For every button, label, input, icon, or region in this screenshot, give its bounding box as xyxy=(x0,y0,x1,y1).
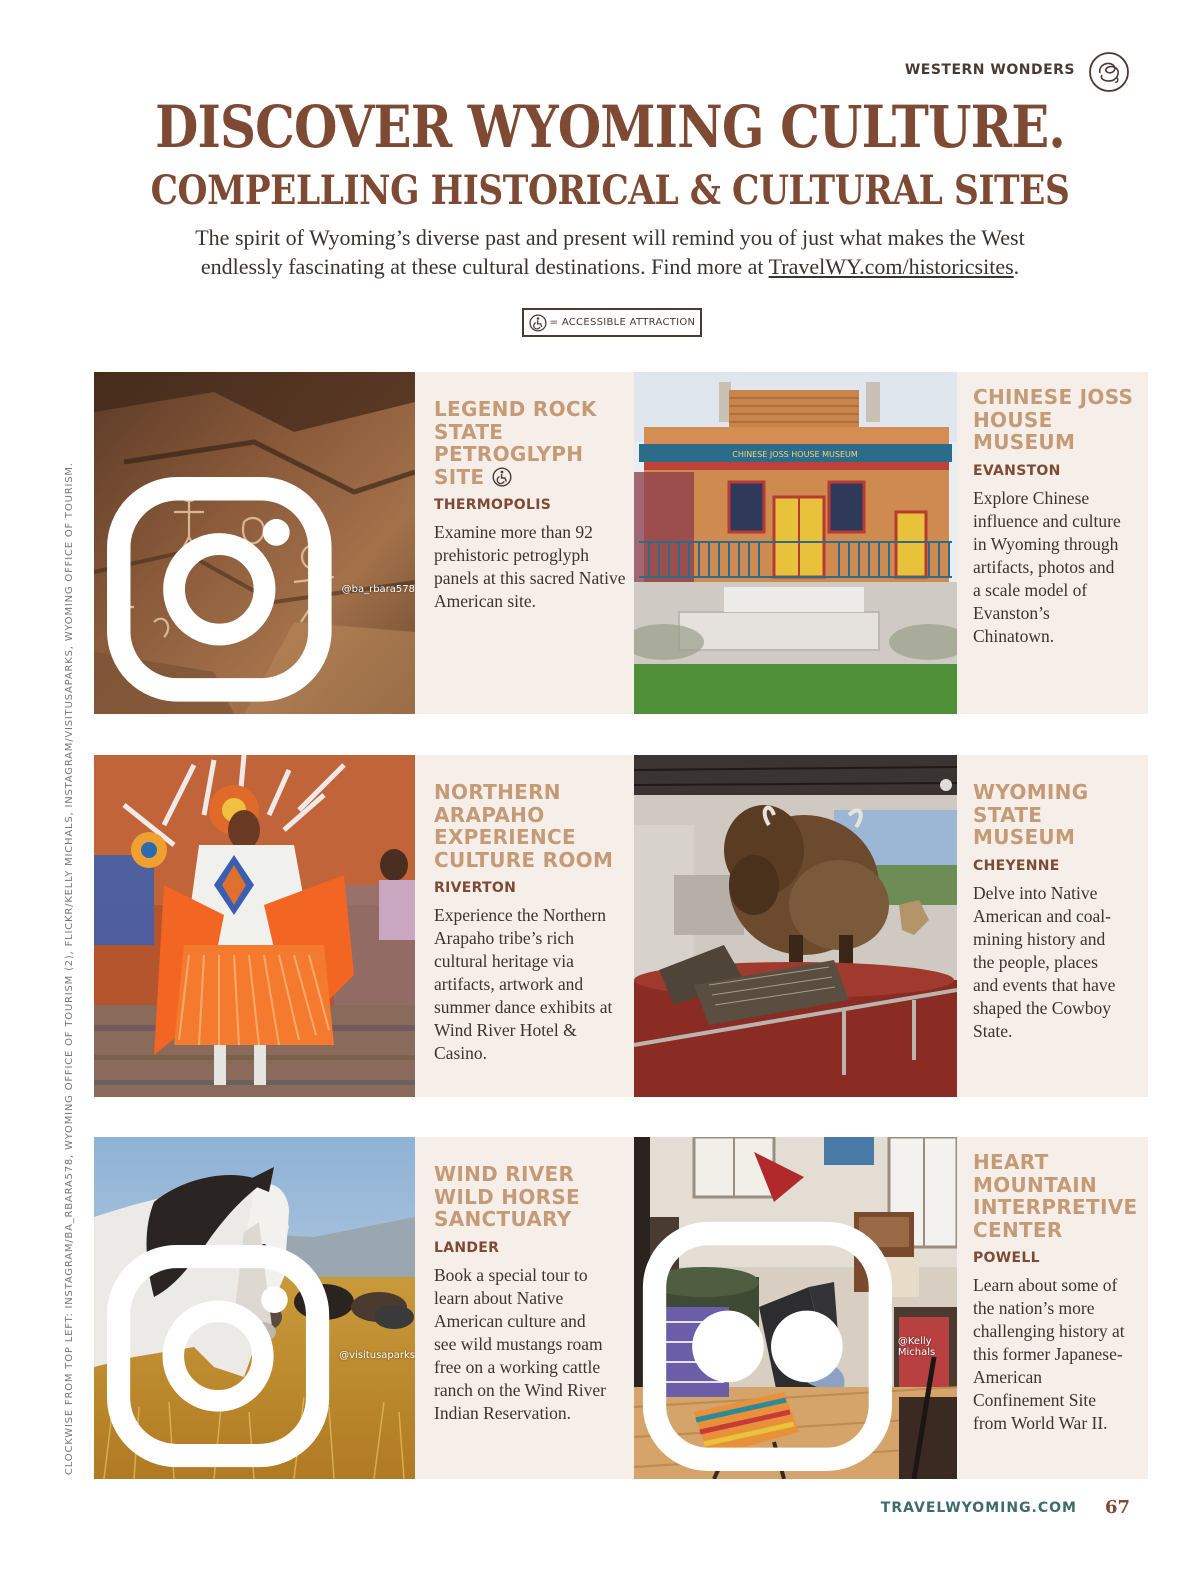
flickr-icon xyxy=(642,1221,893,1472)
page-title: DISCOVER WYOMING CULTURE. xyxy=(155,93,1065,161)
photo-credit xyxy=(102,1240,415,1472)
site-info xyxy=(973,1151,1148,1435)
accessible-legend-label: = ACCESSIBLE ATTRACTION xyxy=(549,317,696,328)
site-town: EVANSTON xyxy=(973,462,1061,479)
site-description: Book a special tour to learn about Native American culture and see wild mustangs roam free on a working cattle ranch on the Wind River Indian Reservation. xyxy=(434,1264,606,1423)
lasso-emblem-icon xyxy=(1088,51,1130,93)
section-tag: WESTERN WONDERS xyxy=(904,62,1075,78)
site-photo-petroglyphs xyxy=(94,372,415,714)
photo-credit-handle: @visitusaparks xyxy=(339,1350,415,1362)
site-photo-barracks xyxy=(634,1137,957,1479)
site-name: CHINESE JOSS HOUSE MUSEUM xyxy=(973,385,1134,454)
site-info xyxy=(973,781,1143,1043)
photo-credit-handle: @Kelly Michals xyxy=(897,1335,936,1358)
site-card-legend-rock xyxy=(94,372,634,714)
photo-credit xyxy=(102,472,415,707)
intro-paragraph xyxy=(160,223,1060,281)
site-description: Delve into Native American and coal-mining history and the people, places and events that have shaped the Cowboy State. xyxy=(973,882,1116,1041)
instagram-icon xyxy=(102,1240,334,1472)
instagram-icon xyxy=(102,472,337,707)
site-card-heart-mountain xyxy=(634,1137,1148,1479)
site-town: POWELL xyxy=(973,1250,1040,1266)
site-photo-horse xyxy=(94,1137,415,1479)
site-info xyxy=(434,1163,629,1425)
intro-end: . xyxy=(1013,254,1020,279)
site-photo-bison xyxy=(634,755,957,1097)
site-description: Experience the Northern Arapaho tribe’s rich cultural heritage via artifacts, artwork and summer dance exhibits at Wind River Hotel & Casino. xyxy=(434,905,613,1063)
page-subtitle: COMPELLING HISTORICAL & CULTURAL SITES xyxy=(150,167,1070,214)
site-name: WYOMING STATE MUSEUM xyxy=(973,780,1089,849)
page-number: 67 xyxy=(1104,1497,1130,1518)
site-description: Explore Chinese influence and culture in Wyoming through artifacts, photos and a scale model of Evanston’s Chinatown. xyxy=(973,487,1121,646)
site-description: Learn about some of the nation’s more challenging history at this former Japanese-American Confinement Site from World War II. xyxy=(973,1275,1125,1433)
site-card-state-museum xyxy=(634,755,1148,1097)
intro-text: The spirit of Wyoming’s diverse past and present will remind you of just what makes the West endlessly fascinating at these cultural destinations. Find more at xyxy=(195,225,1025,279)
site-town: RIVERTON xyxy=(434,880,517,896)
accessible-legend xyxy=(522,308,702,337)
site-name xyxy=(434,398,629,488)
site-town: CHEYENNE xyxy=(973,857,1060,874)
site-photo-dancer xyxy=(94,755,415,1097)
museum-sign: CHINESE JOSS HOUSE MUSEUM xyxy=(732,450,858,459)
accessible-icon xyxy=(492,467,512,487)
site-photo-joss-house xyxy=(634,372,957,714)
site-info xyxy=(973,386,1143,648)
photo-credit-handle: @ba_rbara578 xyxy=(341,584,415,596)
historic-sites-link[interactable]: TravelWY.com/historicsites xyxy=(768,254,1014,279)
site-town: THERMOPOLIS xyxy=(434,497,552,513)
photo-credits: CLOCKWISE FROM TOP LEFT: INSTAGRAM/BA_RBARA578, WYOMING OFFICE OF TOURISM (2), FLICKR/KELLY MICHALS, INSTAGRAM/VISITUSAPARKS, WYOMING OFFICE OF TOURISM. xyxy=(64,462,75,1475)
site-info xyxy=(434,781,629,1065)
site-name: WIND RIVER WILD HORSE SANCTUARY xyxy=(434,1162,581,1231)
site-name: NORTHERN ARAPAHO EXPERIENCE CULTURE ROOM xyxy=(434,780,614,872)
site-name: HEART MOUNTAIN INTERPRETIVE CENTER xyxy=(973,1150,1138,1242)
accessible-icon xyxy=(529,314,547,332)
site-card-joss-house xyxy=(634,372,1148,714)
site-card-northern-arapaho xyxy=(94,755,634,1097)
site-description: Examine more than 92 prehistoric petroglyph panels at this sacred Native American site. xyxy=(434,522,626,611)
site-town: LANDER xyxy=(434,1239,500,1256)
site-info xyxy=(434,398,629,613)
footer-url[interactable]: TRAVELWYOMING.COM xyxy=(880,1500,1077,1516)
photo-credit xyxy=(642,1221,957,1472)
site-card-wild-horse xyxy=(94,1137,634,1479)
site-name-text: LEGEND ROCK STATE PETROGLYPH SITE xyxy=(434,397,597,489)
